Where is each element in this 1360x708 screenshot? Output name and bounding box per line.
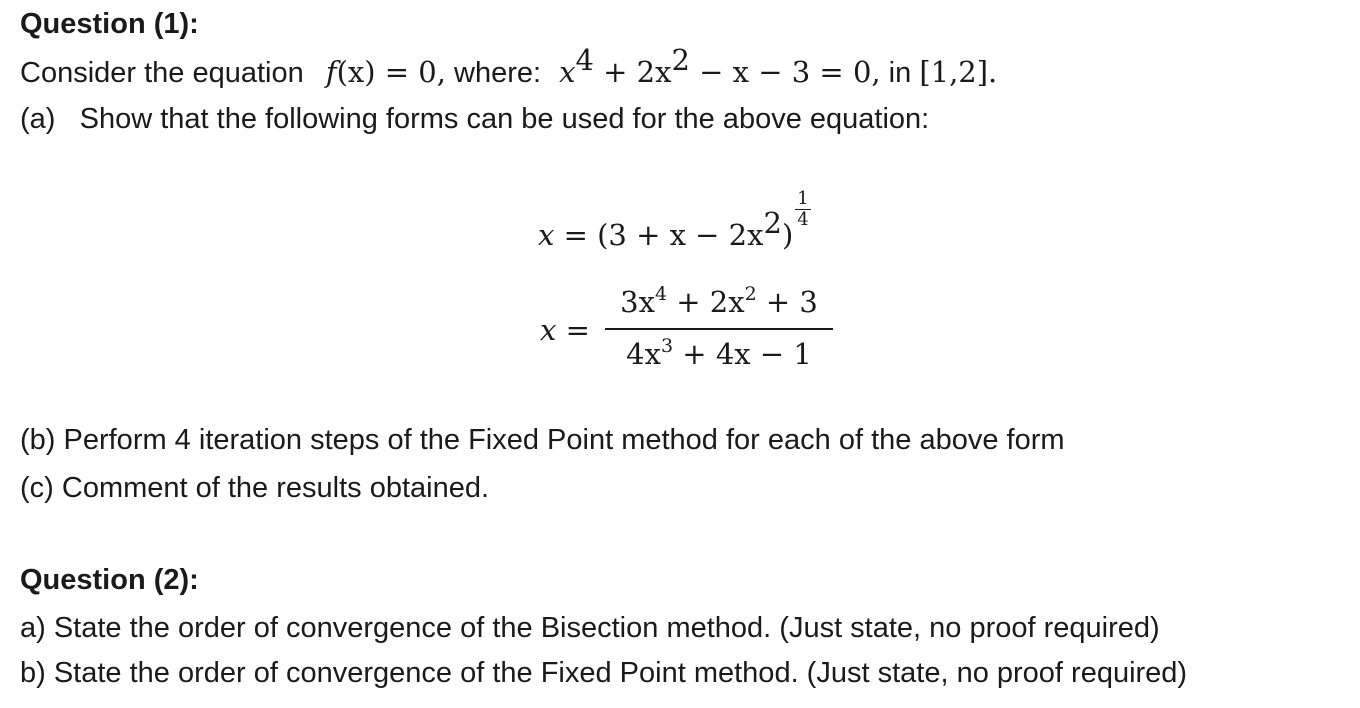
numerator-exp-4: 4 — [654, 283, 668, 305]
form-1-close-paren: ) — [781, 218, 794, 252]
question-1-statement — [20, 43, 998, 92]
question-1-title: Question (1): — [20, 8, 199, 40]
numerator-exp-2: 2 — [744, 283, 757, 305]
question-2-title: Question (2): — [20, 564, 199, 596]
question-1-part-a: (a) Show that the following forms can be used for the above equation: — [20, 103, 930, 135]
denominator-term-1: 4x — [626, 337, 661, 371]
question-1-part-c: (c) Comment of the results obtained. — [20, 472, 490, 504]
in-text: in — [880, 57, 920, 89]
function-argument: (x) = 0, — [336, 55, 446, 89]
form-1-equation — [538, 190, 811, 253]
exponent-numerator: 1 — [797, 188, 809, 209]
form-1-fractional-exponent — [795, 190, 810, 229]
form-2-fraction — [605, 282, 833, 374]
form-2-lhs-text: x = — [540, 313, 590, 347]
form-1-base-exponent: 2 — [763, 206, 782, 240]
question-1-part-b: (b) Perform 4 iteration steps of the Fixed Point method for each of the above form — [20, 424, 1065, 456]
question-2-part-a: a) State the order of convergence of the Bisection method. (Just state, no proof required) — [20, 612, 1160, 644]
intro-text: Consider the equation — [20, 57, 304, 89]
function-name: f — [325, 55, 337, 89]
denominator-term-2: + 4x − 1 — [673, 337, 812, 371]
numerator-term-1: 3x — [620, 285, 655, 319]
form-1-lhs: x = — [538, 218, 598, 252]
where-text: where: — [445, 57, 550, 89]
form-1-base: (3 + x − 2x — [597, 218, 764, 252]
poly-x: x — [559, 55, 576, 89]
numerator-term-2: + 2x — [667, 285, 745, 319]
interval: [1,2]. — [919, 55, 998, 89]
denominator-exp-3: 3 — [660, 335, 674, 357]
form-2-denominator — [605, 330, 833, 374]
poly-exp-2: 2 — [671, 43, 690, 77]
poly-mid: + 2x — [593, 55, 672, 89]
poly-tail: − x − 3 = 0, — [689, 55, 881, 89]
form-2-numerator — [605, 282, 833, 330]
poly-exp-4: 4 — [575, 43, 594, 77]
numerator-term-3: + 3 — [756, 285, 818, 319]
form-2-lhs — [540, 313, 590, 348]
question-2-part-b: b) State the order of convergence of the Fixed Point method. (Just state, no proof required) — [20, 657, 1188, 689]
exponent-denominator: 4 — [797, 209, 809, 230]
